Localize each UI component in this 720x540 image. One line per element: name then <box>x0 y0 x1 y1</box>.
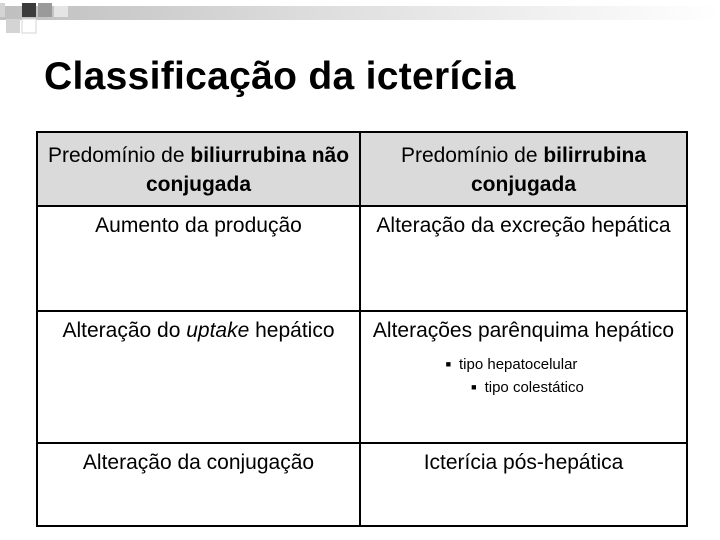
header-conjugated <box>360 132 687 206</box>
icterus-classification-table <box>36 131 688 527</box>
header-prefix: Predomínio de <box>400 144 544 167</box>
table-row <box>37 206 687 311</box>
decorative-square <box>22 3 36 17</box>
cell-post-hepatic: Icterícia pós-hepática <box>360 443 687 526</box>
cell-uptake-change <box>37 311 360 443</box>
decorative-square <box>22 19 36 33</box>
subitem-list <box>369 353 678 399</box>
page-title: Classificação da icterícia <box>44 55 516 98</box>
bullet-icon: ■ <box>445 359 451 369</box>
decorative-square <box>38 3 52 17</box>
cell-increased-production: Aumento da produção <box>37 206 360 311</box>
decorative-square <box>54 3 68 17</box>
table-row <box>37 443 687 526</box>
cell-parenchyma-change <box>360 311 687 443</box>
header-prefix: Predomínio de <box>47 144 191 167</box>
list-item-label: tipo colestático <box>484 379 584 396</box>
bullet-icon: ■ <box>471 382 477 392</box>
cell-excretion-change: Alteração da excreção hepática <box>360 206 687 311</box>
cell-text: Alteração do <box>62 319 187 342</box>
table-header-row <box>37 132 687 206</box>
list-item-label: tipo hepatocelular <box>459 356 578 373</box>
cell-text: Alterações parênquima hepático <box>372 319 675 342</box>
decorative-square-band <box>0 0 720 40</box>
decorative-band <box>0 6 720 20</box>
header-unconjugated <box>37 132 360 206</box>
list-item <box>369 353 678 376</box>
list-item <box>369 376 678 399</box>
header-bold-term: bilirrubina conjugada <box>470 144 647 196</box>
decorative-square <box>0 3 5 17</box>
decorative-square <box>6 19 20 33</box>
header-bold-term: biliurrubina não conjugada <box>145 144 350 196</box>
cell-conjugation-change: Alteração da conjugação <box>37 443 360 526</box>
table-row <box>37 311 687 443</box>
cell-italic-term: uptake <box>186 319 250 342</box>
cell-text: hepático <box>249 319 335 342</box>
